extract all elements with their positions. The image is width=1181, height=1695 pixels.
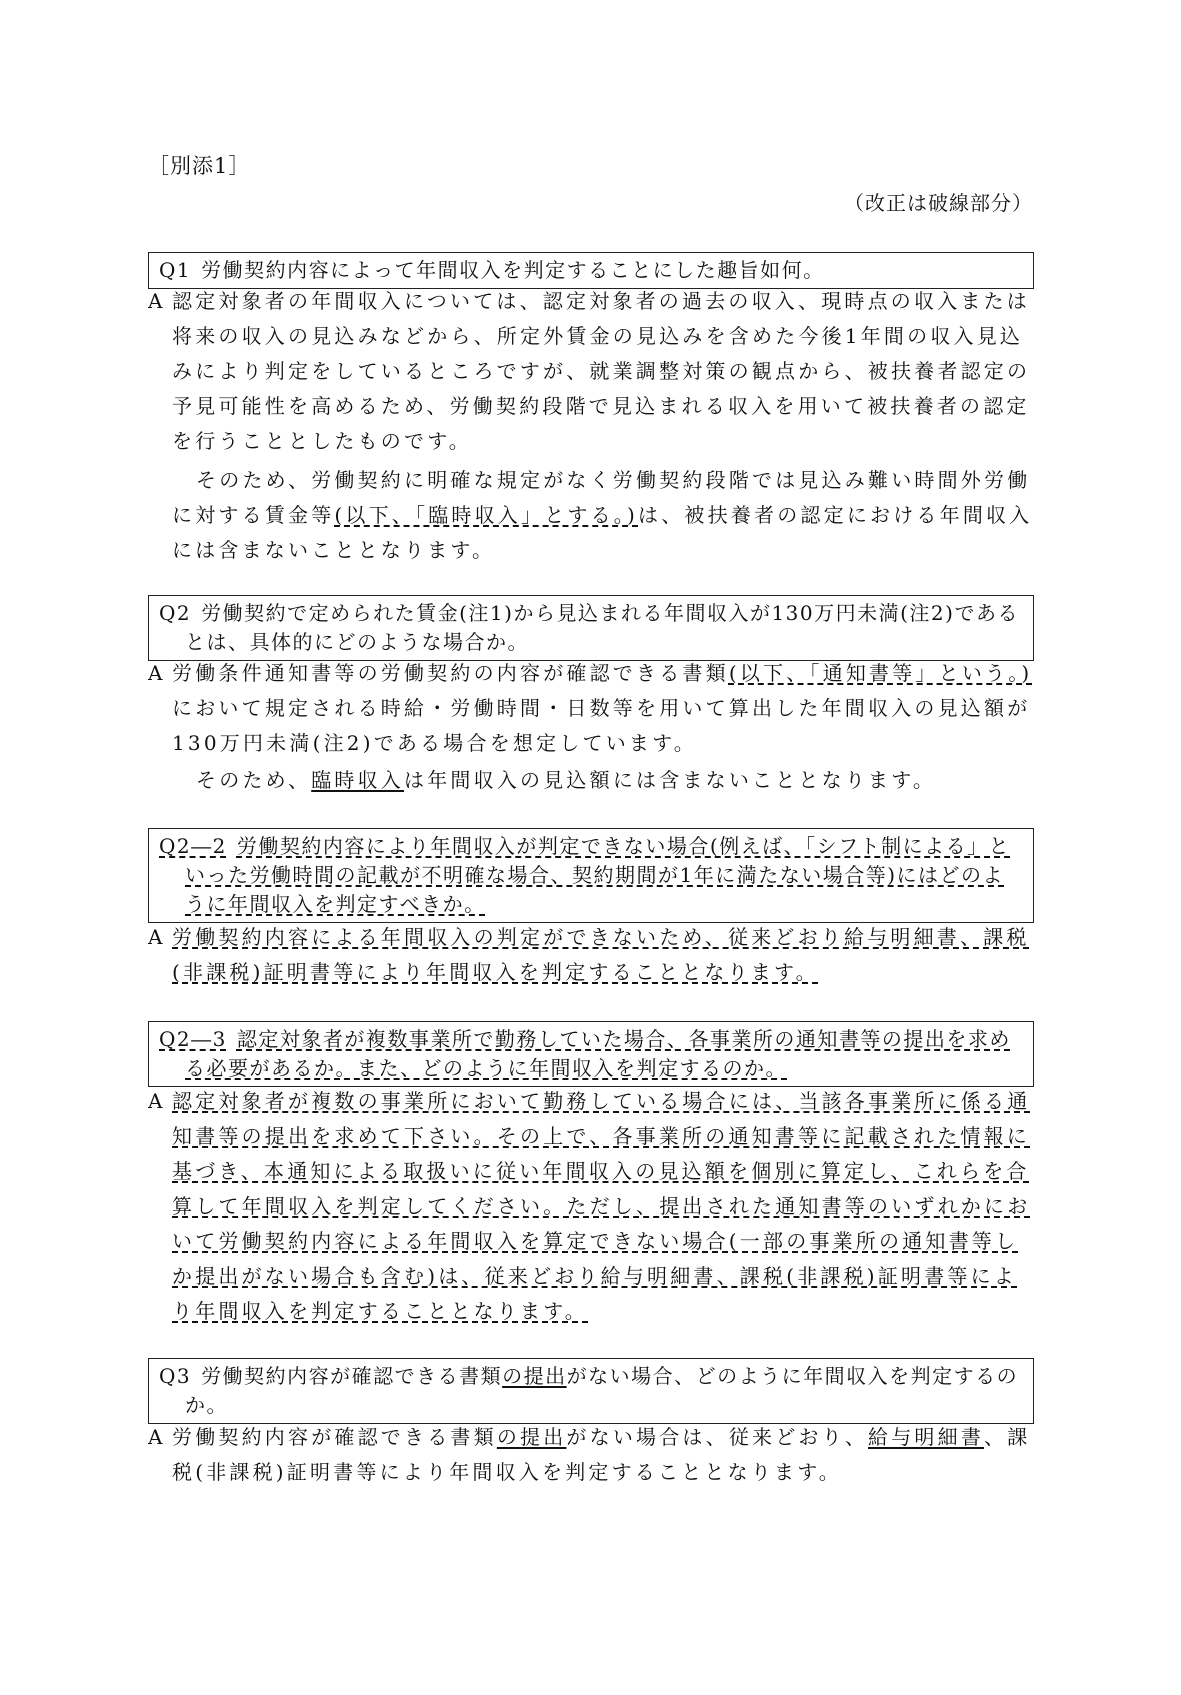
q3-question-b: がない場合、どのように年間収入を判定するのか。: [185, 1364, 1019, 1417]
q2-2-answer-text: 労働契約内容による年間収入の判定ができないため、従来どおり給与明細書、課税(非課税)証明書等により年間収入を判定することとなります。: [172, 925, 1030, 984]
q2-2-answer: [148, 920, 1034, 990]
q3-question-a: 労働契約内容が確認できる書類: [201, 1364, 503, 1388]
q2-answer-p2b: は年間収入の見込額には含まないこととなります。: [404, 768, 937, 792]
q2-3-answer-text: 認定対象者が複数の事業所において勤務している場合には、当該各事業所に係る通知書等の提出を求めて下さい。その上で、各事業所の通知書等に記載された情報に基づき、本通知による取扱いに従い年間収入の見込額を個別に算定し、これらを合算して年間収入を判定してください。ただし、提出された通知書等のいずれかにおいて労働契約内容による年間収入を算定できない場合(一部の事業所の通知書等しか提出がない場合も含む)は、従来どおり給与明細書、課税(非課税)証明書等により年間収入を判定することとなります。: [172, 1089, 1031, 1323]
q2-3-answer: [148, 1084, 1034, 1329]
q1-answer-p2b: は、被扶養者の認定における年間収入には含まないこととなります。: [172, 503, 1033, 562]
q1-answer-label: A: [148, 289, 166, 313]
q2-3-question: 認定対象者が複数事業所で勤務していた場合、各事業所の通知書等の提出を求める必要があるか。また、どのように年間収入を判定するのか。: [185, 1027, 1011, 1080]
q3-answer-underlined-1: の提出: [496, 1425, 567, 1449]
q2-label: Q2: [159, 601, 192, 625]
q2-answer-p1-underlined: (以下、「通知書等」という。): [728, 661, 1033, 685]
q2-2-answer-label: A: [148, 925, 166, 949]
q2-answer-p1b: において規定される時給・労働時間・日数等を用いて算出した年間収入の見込額が130万円未満(注2)である場合を想定しています。: [172, 696, 1031, 755]
q2-answer-label: A: [148, 661, 166, 685]
q3-answer-label: A: [148, 1425, 166, 1449]
q3-answer-b: がない場合は、従来どおり、: [566, 1425, 869, 1449]
q3-question-underlined: の提出: [502, 1364, 567, 1388]
q2-question-box: [148, 595, 1034, 661]
q3-answer-underlined-2: 給与明細書: [868, 1425, 985, 1449]
q3-answer: [148, 1420, 1034, 1490]
q1-answer-p2a: そのため、労働契約に明確な規定がなく労働契約段階では見込み難い時間外労働に対する賃金等: [172, 468, 1031, 527]
q2-answer-p1a: 労働条件通知書等の労働契約の内容が確認できる書類: [172, 661, 729, 685]
q2-2-label: Q2―2: [159, 834, 227, 858]
q2-3-label: Q2―3: [159, 1027, 227, 1051]
q3-answer-c: 、課税(非課税)証明書等により年間収入を判定することとなります。: [172, 1425, 1031, 1484]
q2-3-question-box: [148, 1021, 1034, 1087]
q1-label: Q1: [159, 258, 192, 282]
q1-answer-p2-underlined: (以下、「臨時収入」とする。): [334, 503, 639, 527]
q2-answer: [148, 656, 1034, 798]
q2-answer-p2-underlined: 臨時収入: [311, 768, 405, 792]
q2-question: 労働契約で定められた賃金(注1)から見込まれる年間収入が130万円未満(注2)であるとは、具体的にどのような場合か。: [185, 601, 1019, 654]
q1-answer: [148, 284, 1034, 568]
q1-question: 労働契約内容によって年間収入を判定することにした趣旨如何。: [201, 258, 825, 282]
revision-note: （改正は破線部分）: [844, 191, 1033, 215]
q3-label: Q3: [159, 1364, 192, 1388]
q1-answer-p1: 認定対象者の年間収入については、認定対象者の過去の収入、現時点の収入または将来の収入の見込みなどから、所定外賃金の見込みを含めた今後1年間の収入見込みにより判定をしているところですが、就業調整対策の観点から、被扶養者認定の予見可能性を高めるため、労働契約段階で見込まれる収入を用いて被扶養者の認定を行うこととしたものです。: [172, 289, 1031, 453]
q2-3-answer-label: A: [148, 1089, 166, 1113]
q3-answer-a: 労働契約内容が確認できる書類: [172, 1425, 497, 1449]
attachment-label: ［別添1］: [148, 154, 251, 178]
q2-answer-p2a: そのため、: [196, 768, 312, 792]
q3-question-box: [148, 1358, 1034, 1424]
q2-2-question-box: [148, 828, 1034, 923]
q2-2-question: 労働契約内容により年間収入が判定できない場合(例えば、「シフト制による」といった労働時間の記載が不明確な場合、契約期間が1年に満たない場合等)にはどのように年間収入を判定すべきか。: [185, 834, 1011, 916]
